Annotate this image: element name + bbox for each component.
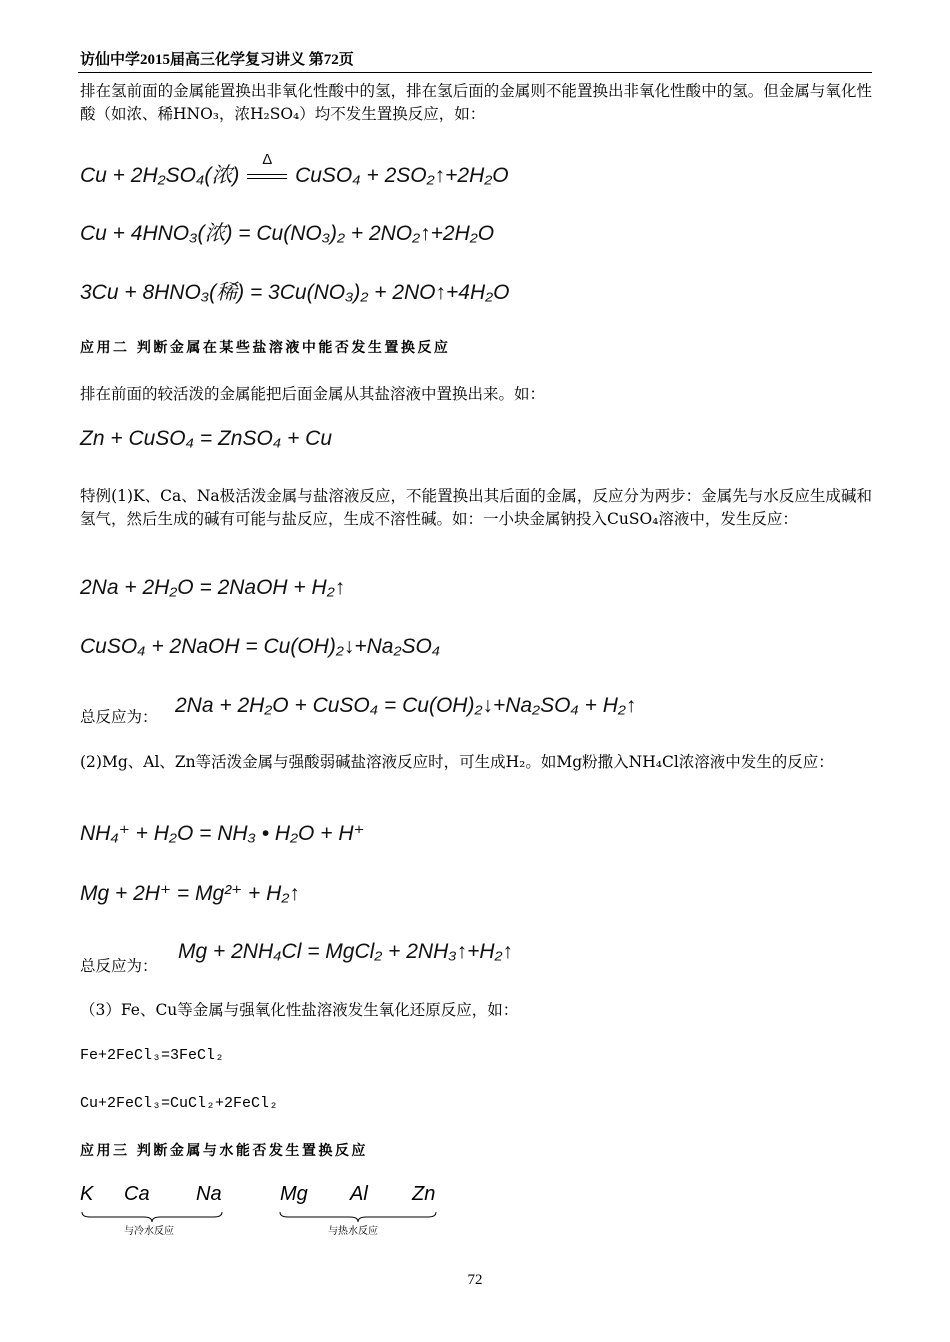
page-header: 访仙中学2015届高三化学复习讲义 第72页 xyxy=(80,52,354,68)
equation-right: CuSO₄ + 2SO₂↑+2H₂O xyxy=(295,164,509,187)
equation-nh4-hydrolysis: NH₄⁺ + H₂O = NH₃ • H₂O + H⁺ xyxy=(80,822,365,845)
equation-cu-hno3-dilute: 3Cu + 8HNO₃(稀) = 3Cu(NO₃)₂ + 2NO↑+4H₂O xyxy=(80,281,510,304)
cold-water-label: 与冷水反应 xyxy=(124,1226,174,1237)
equation-cu-hno3-conc: Cu + 4HNO₃(浓) = Cu(NO₃)₂ + 2NO₂↑+2H₂O xyxy=(80,222,495,245)
hot-water-label: 与热水反应 xyxy=(328,1226,378,1237)
section-heading-application-3: 应用三 判断金属与水能否发生置换反应 xyxy=(80,1143,368,1159)
metal-al: Al xyxy=(350,1183,368,1205)
equation-zn-cuso4: Zn + CuSO₄ = ZnSO₄ + Cu xyxy=(80,427,333,450)
section-heading-application-2: 应用二 判断金属在某些盐溶液中能否发生置换反应 xyxy=(80,340,451,356)
metal-k: K xyxy=(80,1183,94,1205)
equation-mg-h-plus: Mg + 2H⁺ = Mg²⁺ + H₂↑ xyxy=(80,882,300,905)
equation-cuso4-naoh: CuSO₄ + 2NaOH = Cu(OH)₂↓+Na₂SO₄ xyxy=(80,635,441,658)
header-divider xyxy=(78,72,872,73)
paragraph-salt-displacement: 排在前面的较活泼的金属能把后面金属从其盐溶液中置换出来。如： xyxy=(80,385,546,403)
paragraph-hydrogen-displacement: 排在氢前面的金属能置换出非氧化性酸中的氢，排在氢后面的金属则不能置换出非氧化性酸中的氢。但金属与氧化性酸（如浓、稀HNO₃，浓H₂SO₄）均不发生置换反应，如： xyxy=(80,82,872,123)
equation-cu-h2so4 xyxy=(80,151,509,190)
total-reaction-label-1: 总反应为： xyxy=(80,708,158,726)
equation-total-mg-nh4cl: Mg + 2NH₄Cl = MgCl₂ + 2NH₃↑+H₂↑ xyxy=(178,940,514,963)
metal-ca: Ca xyxy=(124,1183,150,1205)
metal-mg: Mg xyxy=(280,1183,308,1205)
page-number: 72 xyxy=(467,1272,483,1288)
total-reaction-label-2: 总反应为： xyxy=(80,957,158,975)
paragraph-special-case-2: (2)Mg、Al、Zn等活泼金属与强酸弱碱盐溶液反应时，可生成H₂。如Mg粉撒入NH₄Cl浓溶液中发生的反应： xyxy=(80,753,834,771)
equation-cu-fecl3: Cu+2FeCl₃=CuCl₂+2FeCl₂ xyxy=(80,1095,279,1112)
heat-equals-sign xyxy=(247,151,287,190)
delta-symbol: Δ xyxy=(262,151,273,168)
metal-na: Na xyxy=(196,1183,222,1205)
paragraph-special-case-3: （3）Fe、Cu等金属与强氧化性盐溶液发生氧化还原反应，如： xyxy=(80,1001,519,1019)
paragraph-special-case-1: 特例(1)K、Ca、Na极活泼金属与盐溶液反应，不能置换出其后面的金属，反应分为两步：金属先与水反应生成碱和氢气，然后生成的碱有可能与盐反应，生成不溶性碱。如：一小块金属钠投入CuSO₄溶液中，发生反应： xyxy=(80,487,872,528)
equation-left: Cu + 2H₂SO₄(浓) xyxy=(80,164,240,187)
metal-zn: Zn xyxy=(412,1183,436,1205)
equation-fe-fecl3: Fe+2FeCl₃=3FeCl₂ xyxy=(80,1047,225,1064)
equation-total-na-cuso4: 2Na + 2H₂O + CuSO₄ = Cu(OH)₂↓+Na₂SO₄ + H₂↑ xyxy=(175,694,637,717)
equation-na-h2o: 2Na + 2H₂O = 2NaOH + H₂↑ xyxy=(80,576,346,599)
